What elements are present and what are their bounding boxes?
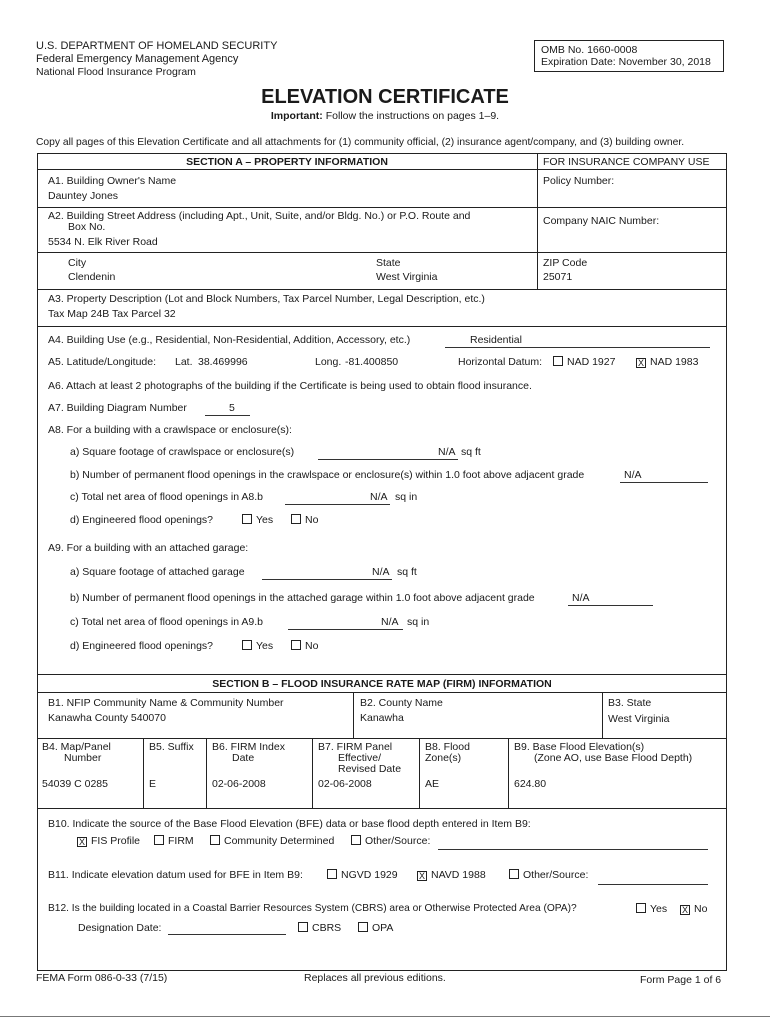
city-label: City bbox=[68, 257, 87, 269]
designation-date-label: Designation Date: bbox=[78, 922, 162, 934]
b6-label-cont: Date bbox=[232, 752, 255, 764]
copy-note: Copy all pages of this Elevation Certificate and all attachments for (1) community official, (2) insurance agent/company, and (3) building owner. bbox=[36, 137, 685, 148]
page-title: ELEVATION CERTIFICATE bbox=[261, 86, 509, 108]
fis-profile-option[interactable] bbox=[77, 835, 140, 847]
a3-value[interactable]: Tax Map 24B Tax Parcel 32 bbox=[48, 308, 176, 320]
b12-yes-label: Yes bbox=[650, 903, 668, 915]
b8-value[interactable]: AE bbox=[425, 778, 440, 790]
a9d-label: d) Engineered flood openings? bbox=[70, 640, 214, 652]
agency-line-3: National Flood Insurance Program bbox=[36, 66, 196, 78]
b11-other-option[interactable] bbox=[509, 869, 588, 881]
nad1983-option[interactable] bbox=[636, 356, 698, 368]
a9c-label: c) Total net area of flood openings in A9.b bbox=[70, 616, 264, 628]
a7-value[interactable]: 5 bbox=[229, 402, 235, 414]
a8d-no-option[interactable] bbox=[291, 514, 318, 526]
b8-label: B8. Flood bbox=[425, 741, 470, 753]
a9d-no-checkbox[interactable] bbox=[291, 640, 301, 650]
a4-value[interactable]: Residential bbox=[470, 334, 522, 346]
section-b-header: SECTION B – FLOOD INSURANCE RATE MAP (FIRM) INFORMATION bbox=[212, 678, 552, 690]
a2-label-cont: Box No. bbox=[68, 221, 106, 233]
a9a-label: a) Square footage of attached garage bbox=[70, 566, 245, 578]
community-determined-checkbox[interactable] bbox=[210, 835, 220, 845]
agency-line-2: Federal Emergency Management Agency bbox=[36, 53, 239, 65]
omb-box bbox=[534, 40, 724, 72]
b1-label: B1. NFIP Community Name & Community Number bbox=[48, 697, 284, 709]
a3-label: A3. Property Description (Lot and Block Numbers, Tax Parcel Number, Legal Description, etc.) bbox=[48, 293, 485, 305]
b7-label: B7. FIRM Panel bbox=[318, 741, 393, 753]
a9d-no-option[interactable] bbox=[291, 640, 318, 652]
a9d-yes-label: Yes bbox=[256, 640, 274, 652]
zip-value[interactable]: 25071 bbox=[543, 271, 573, 283]
ngvd-checkbox[interactable] bbox=[327, 869, 337, 879]
insurance-header: FOR INSURANCE COMPANY USE bbox=[543, 156, 710, 168]
omb-expiration: Expiration Date: November 30, 2018 bbox=[541, 56, 711, 68]
important-note bbox=[0, 110, 770, 122]
a9d-yes-checkbox[interactable] bbox=[242, 640, 252, 650]
a7-label: A7. Building Diagram Number bbox=[48, 402, 187, 414]
b12-label: B12. Is the building located in a Coastal Barrier Resources System (CBRS) area or Otherwise Protected Area (OPA)? bbox=[48, 903, 577, 914]
b4-label: B4. Map/Panel bbox=[42, 741, 111, 753]
firm-label: FIRM bbox=[168, 835, 194, 847]
b7-label-cont-2: Revised Date bbox=[338, 763, 402, 775]
firm-checkbox[interactable] bbox=[154, 835, 164, 845]
a9b-value[interactable]: N/A bbox=[572, 592, 590, 604]
b9-label: B9. Base Flood Elevation(s) bbox=[514, 741, 645, 753]
important-label: Important: bbox=[270, 110, 323, 122]
community-determined-option[interactable] bbox=[210, 835, 334, 847]
b9-label-cont: (Zone AO, use Base Flood Depth) bbox=[534, 752, 693, 764]
a1-value[interactable]: Dauntey Jones bbox=[48, 190, 119, 202]
nad1927-checkbox[interactable] bbox=[553, 356, 563, 366]
other-source-label: Other/Source: bbox=[365, 835, 431, 847]
a8a-value[interactable]: N/A bbox=[438, 446, 456, 458]
horizontal-datum-label: Horizontal Datum: bbox=[458, 356, 543, 368]
agency-line-1: U.S. DEPARTMENT OF HOMELAND SECURITY bbox=[36, 40, 278, 52]
navd-label: NAVD 1988 bbox=[431, 869, 486, 881]
cbrs-option[interactable] bbox=[298, 922, 341, 934]
a9c-unit: sq in bbox=[407, 616, 430, 628]
a9a-value[interactable]: N/A bbox=[372, 566, 390, 578]
ngvd-label: NGVD 1929 bbox=[341, 869, 398, 881]
b8-label-cont: Zone(s) bbox=[425, 752, 462, 764]
a8c-label: c) Total net area of flood openings in A8.b bbox=[70, 491, 264, 503]
a8c-unit: sq in bbox=[395, 491, 418, 503]
navd-checkbox[interactable]: X bbox=[418, 871, 425, 881]
form-number: FEMA Form 086-0-33 (7/15) bbox=[36, 972, 168, 984]
a8b-label: b) Number of permanent flood openings in the crawlspace or enclosure(s) within 1.0 foot above adjacent grade bbox=[70, 469, 585, 481]
a8-label: A8. For a building with a crawlspace or enclosure(s): bbox=[48, 424, 292, 436]
b11-other-checkbox[interactable] bbox=[509, 869, 519, 879]
navd-option[interactable] bbox=[417, 869, 486, 881]
a6-label: A6. Attach at least 2 photographs of the building if the Certificate is being used to obtain flood insurance. bbox=[48, 380, 532, 392]
ngvd-option[interactable] bbox=[327, 869, 398, 881]
a9a-unit: sq ft bbox=[397, 566, 417, 578]
b5-label: B5. Suffix bbox=[149, 741, 194, 753]
nad1983-checkbox[interactable]: X bbox=[637, 358, 644, 368]
b11-other-label: Other/Source: bbox=[523, 869, 589, 881]
b7-label-cont: Effective/ bbox=[338, 752, 381, 764]
long-label: Long. bbox=[315, 356, 342, 368]
nad1927-label: NAD 1927 bbox=[567, 356, 616, 368]
cbrs-checkbox[interactable] bbox=[298, 922, 308, 932]
a4-label: A4. Building Use (e.g., Residential, Non-Residential, Addition, Accessory, etc.) bbox=[48, 334, 411, 346]
a9-label: A9. For a building with an attached garage: bbox=[48, 542, 249, 554]
b3-value[interactable]: West Virginia bbox=[608, 713, 670, 725]
lat-value[interactable]: 38.469996 bbox=[198, 356, 248, 368]
b12-no-label: No bbox=[694, 903, 708, 915]
a9b-label: b) Number of permanent flood openings in the attached garage within 1.0 foot above adjacent grade bbox=[70, 592, 535, 604]
b5-value[interactable]: E bbox=[149, 778, 157, 790]
a8d-yes-checkbox[interactable] bbox=[242, 514, 252, 524]
city-value[interactable]: Clendenin bbox=[68, 271, 116, 283]
other-source-option[interactable] bbox=[351, 835, 430, 847]
a8d-yes-option[interactable] bbox=[242, 514, 273, 526]
important-text: Follow the instructions on pages 1–9. bbox=[325, 110, 500, 122]
opa-option[interactable] bbox=[358, 922, 393, 934]
b9-value[interactable]: 624.80 bbox=[514, 778, 547, 790]
b2-label: B2. County Name bbox=[360, 697, 443, 709]
replaces-note: Replaces all previous editions. bbox=[304, 972, 446, 984]
a8d-no-label: No bbox=[305, 514, 319, 526]
a8a-unit: sq ft bbox=[461, 446, 481, 458]
section-a-header: SECTION A – PROPERTY INFORMATION bbox=[186, 156, 388, 168]
b4-value[interactable]: 54039 C 0285 bbox=[42, 778, 108, 790]
b7-value[interactable]: 02-06-2008 bbox=[318, 778, 372, 790]
opa-label: OPA bbox=[372, 922, 394, 934]
b4-label-cont: Number bbox=[64, 752, 102, 764]
omb-number: OMB No. 1660-0008 bbox=[541, 44, 638, 56]
a9d-yes-option[interactable] bbox=[242, 640, 273, 652]
b12-no-checkbox[interactable]: X bbox=[681, 905, 688, 915]
nad1927-option[interactable] bbox=[553, 356, 615, 368]
a8c-value[interactable]: N/A bbox=[370, 491, 388, 503]
state-label: State bbox=[376, 257, 401, 269]
b3-label: B3. State bbox=[608, 697, 652, 709]
lat-label: Lat. bbox=[175, 356, 193, 368]
opa-checkbox[interactable] bbox=[358, 922, 368, 932]
community-determined-label: Community Determined bbox=[224, 835, 335, 847]
b12-yes-option[interactable] bbox=[636, 903, 667, 915]
fis-profile-checkbox[interactable]: X bbox=[78, 837, 85, 847]
other-source-checkbox[interactable] bbox=[351, 835, 361, 845]
a8d-yes-label: Yes bbox=[256, 514, 274, 526]
a9c-value[interactable]: N/A bbox=[381, 616, 399, 628]
a8b-value[interactable]: N/A bbox=[624, 469, 642, 481]
firm-option[interactable] bbox=[154, 835, 194, 847]
a1-label: A1. Building Owner's Name bbox=[48, 175, 177, 187]
a8d-no-checkbox[interactable] bbox=[291, 514, 301, 524]
zip-label: ZIP Code bbox=[543, 257, 588, 269]
policy-number-label: Policy Number: bbox=[543, 175, 615, 187]
a2-label: A2. Building Street Address (including Apt., Unit, Suite, and/or Bldg. No.) or P.O. Route and bbox=[48, 210, 471, 222]
b11-label: B11. Indicate elevation datum used for BFE in Item B9: bbox=[48, 869, 303, 881]
fis-profile-label: FIS Profile bbox=[91, 835, 141, 847]
naic-label: Company NAIC Number: bbox=[543, 215, 660, 227]
a8d-label: d) Engineered flood openings? bbox=[70, 514, 214, 526]
nad1983-label: NAD 1983 bbox=[650, 356, 699, 368]
b10-label: B10. Indicate the source of the Base Flood Elevation (BFE) data or base flood depth entered in Item B9: bbox=[48, 818, 531, 830]
a2-value[interactable]: 5534 N. Elk River Road bbox=[48, 236, 158, 248]
state-value[interactable]: West Virginia bbox=[376, 271, 438, 283]
long-value[interactable]: -81.400850 bbox=[345, 356, 399, 368]
b2-value[interactable]: Kanawha bbox=[360, 712, 404, 724]
b12-no-option[interactable] bbox=[680, 903, 707, 915]
a5-label: A5. Latitude/Longitude: bbox=[48, 356, 157, 368]
a8a-label: a) Square footage of crawlspace or enclosure(s) bbox=[70, 446, 295, 458]
b6-value[interactable]: 02-06-2008 bbox=[212, 778, 266, 790]
a9d-no-label: No bbox=[305, 640, 319, 652]
b1-value[interactable]: Kanawha County 540070 bbox=[48, 712, 166, 724]
b12-yes-checkbox[interactable] bbox=[636, 903, 646, 913]
b6-label: B6. FIRM Index bbox=[212, 741, 285, 753]
cbrs-label: CBRS bbox=[312, 922, 342, 934]
page-number: Form Page 1 of 6 bbox=[640, 974, 722, 986]
